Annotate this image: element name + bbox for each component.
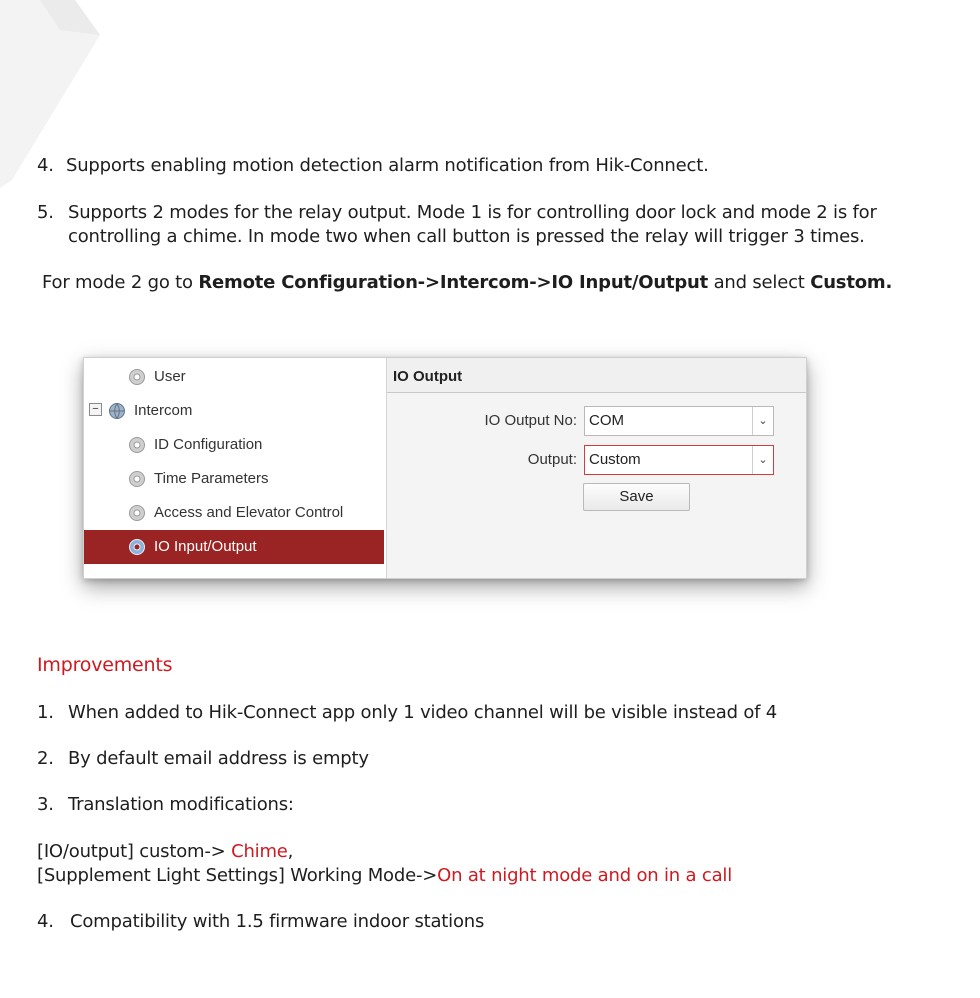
list-text: Translation modifications:	[68, 794, 294, 815]
translation-prefix: [Supplement Light Settings] Working Mode->	[37, 865, 438, 886]
instruction-prefix: For mode 2 go to	[42, 272, 199, 293]
list-text: When added to Hik-Connect app only 1 video channel will be visible instead of 4	[68, 702, 778, 723]
save-button[interactable]: Save	[583, 483, 690, 511]
gear-icon	[128, 436, 146, 454]
gear-icon	[128, 368, 146, 386]
globe-icon	[108, 402, 126, 420]
instruction-line	[42, 271, 892, 295]
io-output-panel	[387, 358, 806, 578]
tree-item-label: Time Parameters	[154, 470, 269, 487]
select-value: COM	[589, 412, 624, 429]
io-output-no-select[interactable]	[584, 406, 774, 436]
gear-icon	[128, 470, 146, 488]
list-number: 3.	[37, 794, 54, 815]
list-number: 1.	[37, 702, 54, 723]
output-label: Output:	[527, 451, 577, 468]
list-text: Compatibility with 1.5 firmware indoor stations	[70, 911, 485, 932]
config-screenshot	[83, 357, 807, 579]
list-number: 4.	[37, 911, 54, 932]
config-tree	[84, 358, 387, 578]
tree-item-label: Access and Elevator Control	[154, 504, 344, 521]
list-number: 4.	[37, 155, 54, 176]
tree-item-label: ID Configuration	[154, 436, 263, 453]
translation-value: On at night mode and on in a call	[437, 865, 732, 886]
list-text-line2: controlling a chime. In mode two when call button is pressed the relay will trigger 3 times.	[68, 226, 865, 247]
improvements-heading: Improvements	[37, 654, 173, 676]
translation-line-2	[37, 864, 732, 888]
panel-title: IO Output	[387, 358, 806, 393]
collapse-toggle[interactable]: −	[89, 403, 102, 416]
chevron-down-icon[interactable]: ⌄	[752, 407, 773, 435]
io-output-no-label: IO Output No:	[484, 412, 577, 429]
instruction-target: Custom.	[810, 272, 893, 293]
output-select[interactable]	[584, 445, 774, 475]
instruction-middle: and select	[708, 272, 811, 293]
tree-item-io-input-output[interactable]	[84, 530, 384, 564]
translation-line-1	[37, 840, 293, 864]
list-number: 2.	[37, 748, 54, 769]
list-number: 5.	[37, 202, 54, 223]
tree-item-label: IO Input/Output	[154, 538, 257, 555]
list-text-line1: Supports 2 modes for the relay output. Mode 1 is for controlling door lock and mode 2 is for	[68, 202, 877, 223]
instruction-path: Remote Configuration->Intercom->IO Input/Output	[198, 272, 709, 293]
chevron-down-icon[interactable]: ⌄	[752, 446, 773, 474]
select-value: Custom	[589, 451, 641, 468]
gear-icon	[128, 538, 146, 556]
translation-value: Chime	[231, 841, 288, 862]
tree-item-label: User	[154, 368, 186, 385]
gear-icon	[128, 504, 146, 522]
translation-prefix: [IO/output] custom->	[37, 841, 232, 862]
tree-item-label: Intercom	[134, 402, 193, 419]
list-text: By default email address is empty	[68, 748, 369, 769]
list-text: Supports enabling motion detection alarm notification from Hik-Connect.	[66, 155, 709, 176]
translation-suffix: ,	[287, 841, 294, 862]
